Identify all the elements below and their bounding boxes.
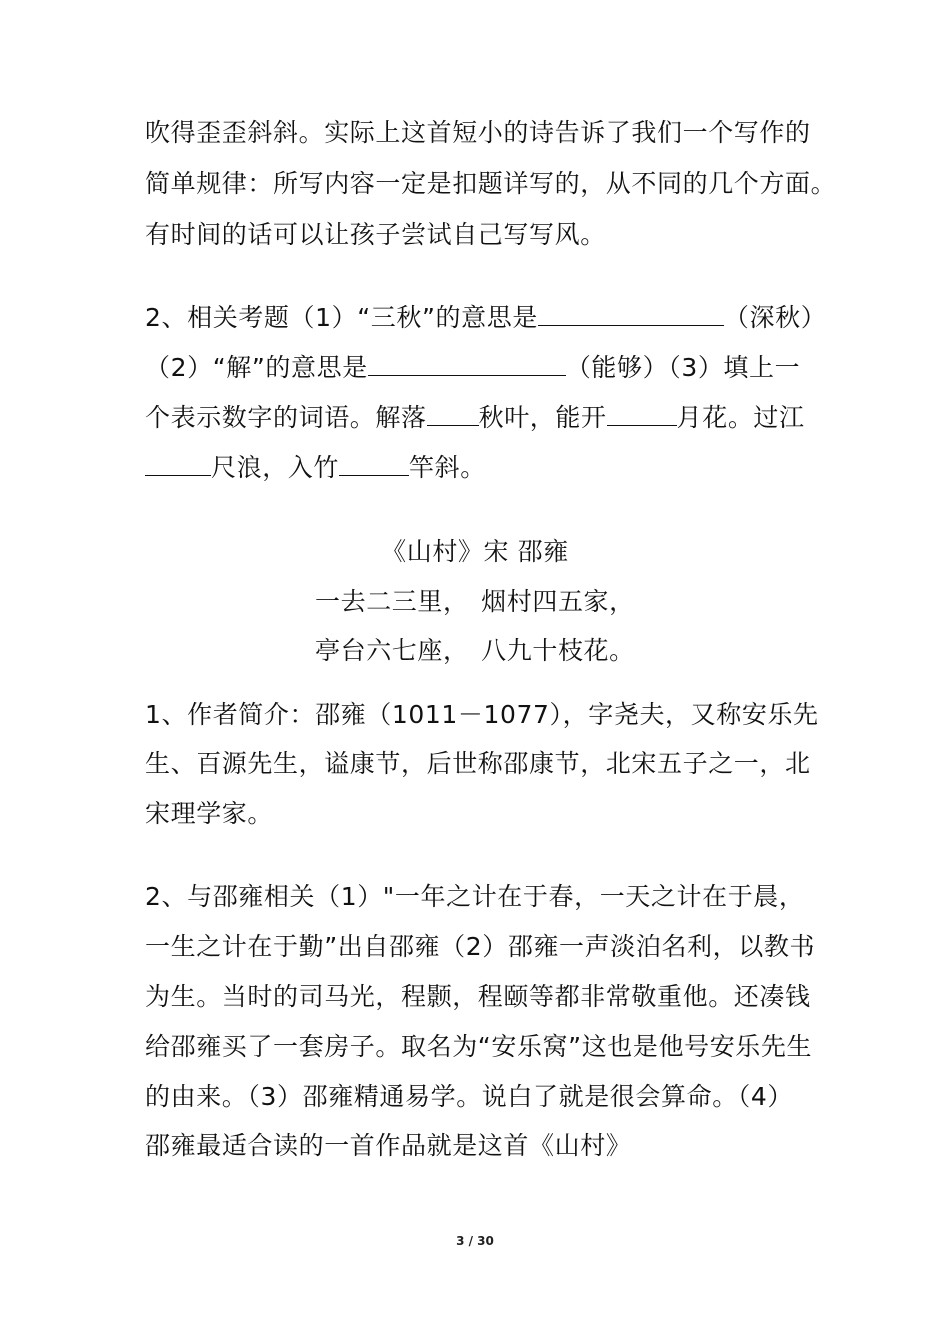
exam-line-2: [145, 351, 800, 385]
answer-blank: [607, 403, 677, 426]
exam-text: 尺浪，入竹: [211, 453, 340, 482]
answer-blank: [538, 303, 724, 326]
exam-line-3: [145, 401, 805, 435]
related-line: 的由来。（3）邵雍精通易学。说白了就是很会算命。（4）: [145, 1082, 794, 1111]
related-line: 一生之计在于勤”出自邵雍（2）邵雍一声淡泊名利，以教书: [145, 932, 816, 961]
exam-line-1: [145, 301, 826, 335]
page-number: 3 / 30: [456, 1234, 494, 1248]
author-line: 生、百源先生，谥康节，后世称邵康节，北宋五子之一，北: [145, 749, 811, 778]
exam-text: （能够）（3）填上一: [565, 353, 801, 382]
answer-blank: [339, 453, 409, 476]
related-line: 为生。当时的司马光，程颢，程颐等都非常敬重他。还凑钱: [145, 982, 811, 1011]
author-line: 1、作者简介：邵雍（1011－1077），字尧夫，又称安乐先: [145, 700, 819, 729]
related-line: 2、与邵雍相关（1）"一年之计在于春，一天之计在于晨，: [145, 882, 805, 911]
paragraph-line: 简单规律：所写内容一定是扣题详写的，从不同的几个方面。: [145, 169, 837, 198]
exam-text: 竿斜。: [409, 453, 486, 482]
exam-text: 秋叶，能开: [478, 403, 607, 432]
related-line: 邵雍最适合读的一首作品就是这首《山村》: [145, 1131, 632, 1160]
exam-line-4: [145, 451, 486, 485]
paragraph-line: 吹得歪歪斜斜。实际上这首短小的诗告诉了我们一个写作的: [145, 118, 811, 147]
exam-text: （2）“解”的意思是: [145, 353, 368, 382]
exam-text: 个表示数字的词语。解落: [145, 403, 427, 432]
poem-line: 亭台六七座， 八九十枝花。: [315, 636, 635, 665]
answer-blank: [427, 403, 479, 426]
paragraph-line: 有时间的话可以让孩子尝试自己写写风。: [145, 220, 606, 249]
related-line: 给邵雍买了一套房子。取名为“安乐窝”这也是他号安乐先生: [145, 1032, 813, 1061]
author-line: 宋理学家。: [145, 799, 274, 828]
answer-blank: [145, 453, 211, 476]
exam-text: 2、相关考题（1）“三秋”的意思是: [145, 303, 538, 332]
poem-title: 《山村》宋 邵雍: [381, 537, 569, 566]
exam-text: 月花。过江: [676, 403, 805, 432]
answer-blank: [368, 353, 566, 376]
poem-line: 一去二三里， 烟村四五家，: [315, 587, 635, 616]
exam-text: （深秋）: [723, 303, 827, 332]
